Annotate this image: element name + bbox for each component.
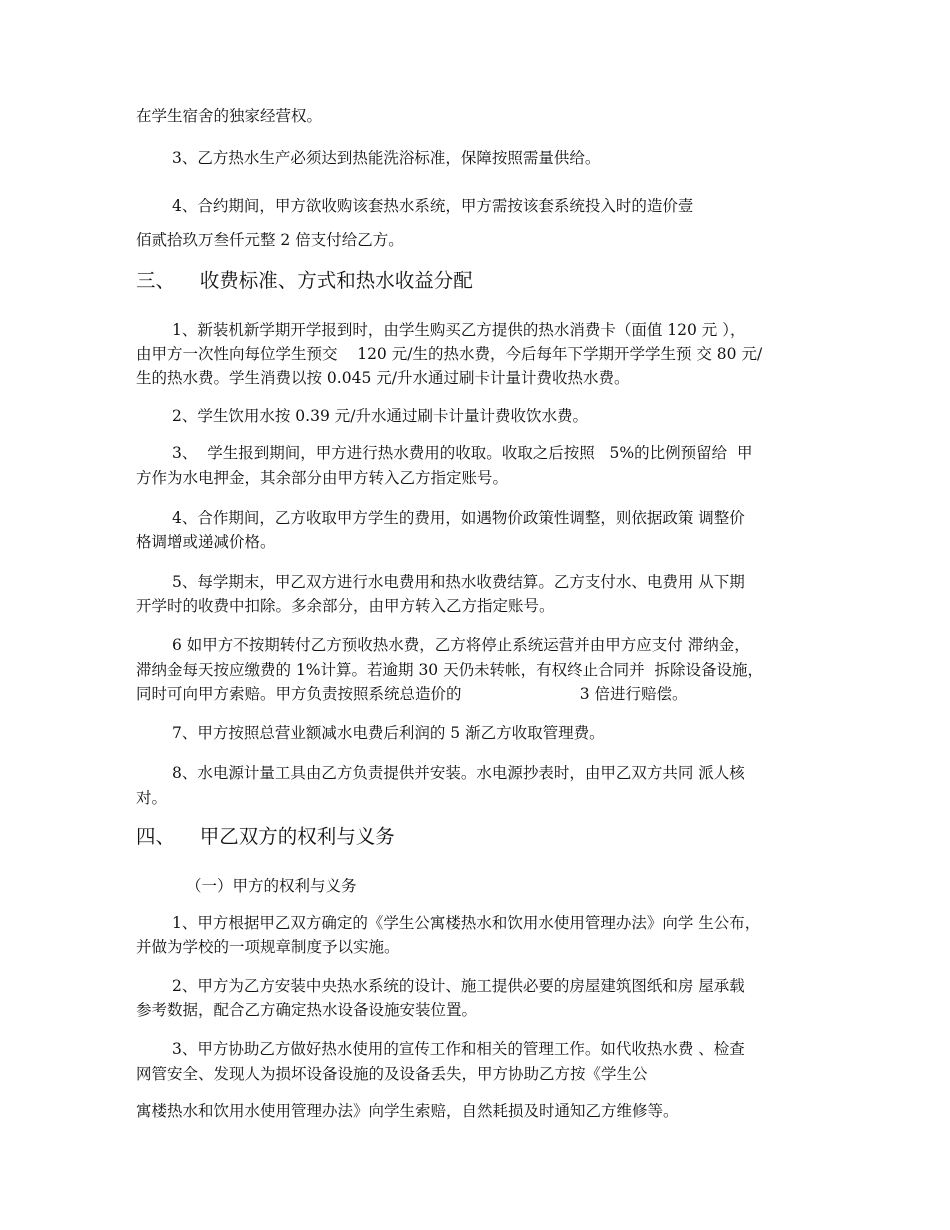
text-line: 3、乙方热水生产必须达到热能洗浴标准，保障按照需量供给。 <box>172 149 601 167</box>
text-line: 4、合作期间，乙方收取甲方学生的费用，如遇物价政策性调整，则依据政策 调整价 <box>172 509 745 527</box>
text-line: 由甲方一次性向每位学生预交 120 元/生的热水费，今后每年下学期开学学生预 交 80 元/ <box>136 345 763 363</box>
text-line: 参考数据，配合乙方确定热水设备设施安装位置。 <box>136 1001 478 1019</box>
section-heading: 三、 收费标准、方式和热水收益分配 <box>136 269 473 292</box>
text-line: 格调增或递减价格。 <box>136 533 276 551</box>
text-line: 1、新装机新学期开学报到时，由学生购买乙方提供的热水消费卡（面值 120 元 ）， <box>172 321 746 339</box>
text-line: 在学生宿舍的独家经营权。 <box>136 107 323 125</box>
text-line: 2、学生饮用水按 0.39 元/升水通过刷卡计量计费收饮水费。 <box>172 407 588 425</box>
text-line: 1、甲方根据甲乙双方确定的《学生公寓楼热水和饮用水使用管理办法》向学 生公布， <box>172 914 761 932</box>
text-line: 4、合约期间，甲方欲收购该套热水系统，甲方需按该套系统投入时的造价壹 <box>172 197 694 215</box>
text-line: 6 如甲方不按期转付乙方预收热水费，乙方将停止系统运营并由甲方应支付 滞纳金， <box>172 636 750 654</box>
text-line: 7、甲方按照总营业额减水电费后利润的 5 渐乙方收取管理费。 <box>172 724 605 742</box>
text-line: 2、甲方为乙方安装中央热水系统的设计、施工提供必要的房屋建筑图纸和房 屋承载 <box>172 977 745 995</box>
text-line: 3、 学生报到期间，甲方进行热水费用的收取。收取之后按照 5%的比例预留给 甲 <box>172 444 753 462</box>
subsection-heading: （一）甲方的权利与义务 <box>186 877 357 895</box>
text-line: 滞纳金每天按应缴费的 1%计算。若逾期 30 天仍未转帐，有权终止合同并 拆除设备设施， <box>136 661 763 679</box>
text-line: 网管安全、发现人为损坏设备设施的及设备丢失，甲方协助乙方按《学生公 <box>136 1065 648 1083</box>
text-line: 开学时的收费中扣除。多余部分，由甲方转入乙方指定账号。 <box>136 597 555 615</box>
text-line: 生的热水费。学生消费以按 0.045 元/升水通过刷卡计量计费收热水费。 <box>136 369 630 387</box>
text-line: 8、水电源计量工具由乙方负责提供并安装。水电源抄表时，由甲乙双方共同 派人核 <box>172 764 745 782</box>
text-line: 3、甲方协助乙方做好热水使用的宣传工作和相关的管理工作。如代收热水费 、检查 <box>172 1040 745 1058</box>
text-line: 5、每学期末，甲乙双方进行水电费用和热水收费结算。乙方支付水、电费用 从下期 <box>172 573 745 591</box>
section-heading: 四、 甲乙双方的权利与义务 <box>136 825 395 848</box>
text-line: 并做为学校的一项规章制度予以实施。 <box>136 938 400 956</box>
text-line: 寓楼热水和饮用水使用管理办法》向学生索赔，自然耗损及时通知乙方维修等。 <box>136 1102 679 1120</box>
text-line: 方作为水电押金，其余部分由甲方转入乙方指定账号。 <box>136 469 509 487</box>
text-line: 佰贰拾玖万叁仟元整 2 倍支付给乙方。 <box>136 231 404 249</box>
text-line: 对。 <box>136 789 168 807</box>
text-line: 同时可向甲方索赔。甲方负责按照系统总造价的 3 倍进行赔偿。 <box>136 685 688 703</box>
